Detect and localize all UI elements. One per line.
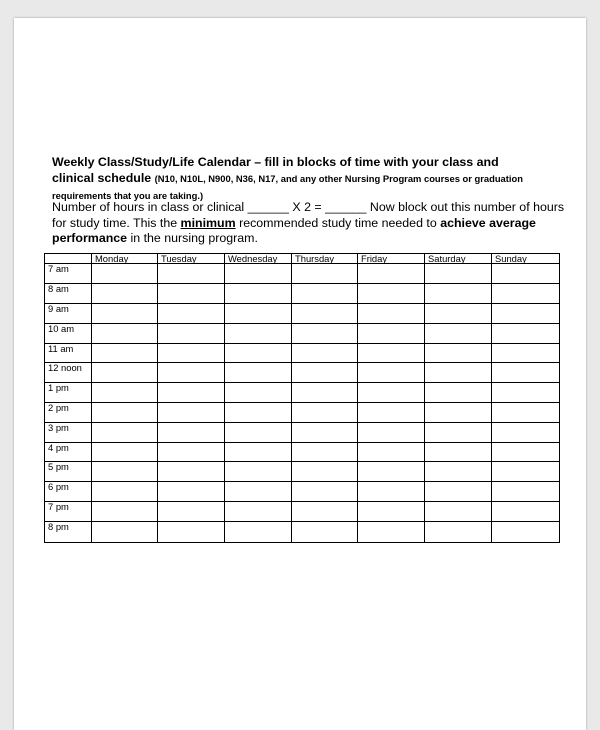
schedule-cell[interactable]: [492, 402, 560, 422]
time-label: 3 pm: [45, 422, 92, 442]
schedule-cell[interactable]: [492, 343, 560, 363]
schedule-cell[interactable]: [225, 482, 292, 502]
schedule-cell[interactable]: [358, 521, 425, 542]
time-label: 7 pm: [45, 501, 92, 521]
schedule-cell[interactable]: [225, 383, 292, 403]
schedule-cell[interactable]: [358, 323, 425, 343]
time-label: 9 am: [45, 304, 92, 324]
time-label: 11 am: [45, 343, 92, 363]
schedule-cell[interactable]: [158, 462, 225, 482]
schedule-cell[interactable]: [158, 264, 225, 284]
schedule-cell[interactable]: [225, 402, 292, 422]
schedule-cell[interactable]: [158, 363, 225, 383]
schedule-cell[interactable]: [358, 343, 425, 363]
schedule-cell[interactable]: [425, 422, 492, 442]
schedule-cell[interactable]: [92, 363, 158, 383]
schedule-cell[interactable]: [292, 343, 358, 363]
intro-achieve: achieve average performance: [52, 215, 536, 245]
day-header: Wednesday: [225, 254, 292, 264]
time-row: [45, 442, 560, 462]
schedule-cell[interactable]: [358, 422, 425, 442]
schedule-cell[interactable]: [292, 501, 358, 521]
schedule-cell[interactable]: [425, 363, 492, 383]
schedule-cell[interactable]: [358, 482, 425, 502]
time-row: [45, 363, 560, 383]
time-row: [45, 482, 560, 502]
intro-paragraph: [52, 200, 572, 247]
schedule-cell[interactable]: [292, 284, 358, 304]
day-header: Sunday: [492, 254, 560, 264]
schedule-cell[interactable]: [225, 304, 292, 324]
schedule-cell[interactable]: [292, 264, 358, 284]
schedule-cell[interactable]: [425, 442, 492, 462]
schedule-cell[interactable]: [425, 501, 492, 521]
schedule-cell[interactable]: [225, 264, 292, 284]
title-main: Weekly Class/Study/Life Calendar – fill in blocks of time with your class and clinical schedule: [52, 155, 499, 185]
schedule-cell[interactable]: [158, 284, 225, 304]
time-row: [45, 264, 560, 284]
schedule-cell[interactable]: [292, 402, 358, 422]
schedule-cell[interactable]: [92, 462, 158, 482]
schedule-cell[interactable]: [225, 442, 292, 462]
schedule-cell[interactable]: [92, 343, 158, 363]
schedule-cell[interactable]: [492, 462, 560, 482]
calendar-header-row: [45, 254, 560, 264]
schedule-cell[interactable]: [425, 284, 492, 304]
schedule-cell[interactable]: [158, 343, 225, 363]
time-row: [45, 304, 560, 324]
schedule-cell[interactable]: [358, 383, 425, 403]
time-row: [45, 323, 560, 343]
intro-text-1: Number of hours in class or clinical ______ X 2 = ______ Now block out this number of hours for study time. This the: [52, 200, 565, 230]
schedule-cell[interactable]: [292, 422, 358, 442]
time-row: [45, 501, 560, 521]
schedule-cell[interactable]: [292, 304, 358, 324]
schedule-cell[interactable]: [492, 304, 560, 324]
schedule-cell[interactable]: [292, 521, 358, 542]
schedule-cell[interactable]: [92, 323, 158, 343]
schedule-cell[interactable]: [92, 442, 158, 462]
schedule-cell[interactable]: [292, 323, 358, 343]
day-header: Monday: [92, 254, 158, 264]
schedule-cell[interactable]: [425, 264, 492, 284]
schedule-cell[interactable]: [358, 284, 425, 304]
intro-text-3: in the nursing program.: [127, 231, 258, 245]
time-label: 5 pm: [45, 462, 92, 482]
schedule-cell[interactable]: [158, 521, 225, 542]
time-label: 8 am: [45, 284, 92, 304]
schedule-cell[interactable]: [158, 304, 225, 324]
time-label: 7 am: [45, 264, 92, 284]
time-label: 6 pm: [45, 482, 92, 502]
time-label: 8 pm: [45, 521, 92, 542]
schedule-cell[interactable]: [225, 323, 292, 343]
schedule-cell[interactable]: [492, 264, 560, 284]
schedule-cell[interactable]: [358, 264, 425, 284]
schedule-cell[interactable]: [92, 402, 158, 422]
schedule-cell[interactable]: [158, 442, 225, 462]
schedule-cell[interactable]: [358, 304, 425, 324]
corner-cell: [45, 254, 92, 264]
time-label: 10 am: [45, 323, 92, 343]
time-row: [45, 383, 560, 403]
day-header: Friday: [358, 254, 425, 264]
schedule-cell[interactable]: [492, 501, 560, 521]
schedule-cell[interactable]: [425, 323, 492, 343]
time-label: 2 pm: [45, 402, 92, 422]
schedule-cell[interactable]: [92, 304, 158, 324]
schedule-cell[interactable]: [492, 363, 560, 383]
schedule-cell[interactable]: [492, 422, 560, 442]
schedule-cell[interactable]: [492, 284, 560, 304]
schedule-cell[interactable]: [425, 482, 492, 502]
time-row: [45, 422, 560, 442]
schedule-cell[interactable]: [158, 501, 225, 521]
schedule-cell[interactable]: [492, 521, 560, 542]
schedule-cell[interactable]: [292, 383, 358, 403]
schedule-cell[interactable]: [92, 501, 158, 521]
schedule-cell[interactable]: [292, 442, 358, 462]
schedule-cell[interactable]: [492, 323, 560, 343]
schedule-cell[interactable]: [425, 521, 492, 542]
time-label: 1 pm: [45, 383, 92, 403]
schedule-cell[interactable]: [92, 482, 158, 502]
schedule-cell[interactable]: [225, 363, 292, 383]
weekly-calendar-table: [44, 253, 560, 543]
schedule-cell[interactable]: [492, 442, 560, 462]
schedule-cell[interactable]: [92, 383, 158, 403]
schedule-cell[interactable]: [158, 402, 225, 422]
time-label: 12 noon: [45, 363, 92, 383]
time-row: [45, 343, 560, 363]
schedule-cell[interactable]: [225, 521, 292, 542]
schedule-cell[interactable]: [492, 482, 560, 502]
schedule-cell[interactable]: [225, 501, 292, 521]
schedule-cell[interactable]: [92, 521, 158, 542]
schedule-cell[interactable]: [358, 501, 425, 521]
time-label: 4 pm: [45, 442, 92, 462]
schedule-cell[interactable]: [358, 363, 425, 383]
schedule-cell[interactable]: [358, 442, 425, 462]
intro-minimum: minimum: [180, 215, 236, 230]
day-header: Saturday: [425, 254, 492, 264]
title-sub: (N10, N10L, N900, N36, N17, and any other Nursing Program courses or graduation requirements that you are taking.): [52, 173, 523, 201]
schedule-cell[interactable]: [92, 422, 158, 442]
schedule-cell[interactable]: [92, 284, 158, 304]
day-header: Tuesday: [158, 254, 225, 264]
day-header: Thursday: [292, 254, 358, 264]
schedule-cell[interactable]: [292, 482, 358, 502]
schedule-cell[interactable]: [92, 264, 158, 284]
schedule-cell[interactable]: [158, 482, 225, 502]
schedule-cell[interactable]: [225, 462, 292, 482]
schedule-cell[interactable]: [492, 383, 560, 403]
schedule-cell[interactable]: [358, 462, 425, 482]
time-row: [45, 521, 560, 542]
schedule-cell[interactable]: [425, 462, 492, 482]
schedule-cell[interactable]: [158, 422, 225, 442]
schedule-cell[interactable]: [158, 323, 225, 343]
time-row: [45, 284, 560, 304]
schedule-cell[interactable]: [225, 422, 292, 442]
schedule-cell[interactable]: [425, 343, 492, 363]
schedule-cell[interactable]: [425, 402, 492, 422]
intro-text-2: recommended study time needed to: [235, 215, 441, 230]
schedule-cell[interactable]: [292, 363, 358, 383]
time-row: [45, 402, 560, 422]
time-row: [45, 462, 560, 482]
schedule-cell[interactable]: [225, 284, 292, 304]
schedule-cell[interactable]: [425, 304, 492, 324]
page-title: [52, 154, 532, 204]
schedule-cell[interactable]: [358, 402, 425, 422]
schedule-cell[interactable]: [425, 383, 492, 403]
schedule-cell[interactable]: [292, 462, 358, 482]
schedule-cell[interactable]: [158, 383, 225, 403]
document-page: [14, 18, 586, 730]
schedule-cell[interactable]: [225, 343, 292, 363]
